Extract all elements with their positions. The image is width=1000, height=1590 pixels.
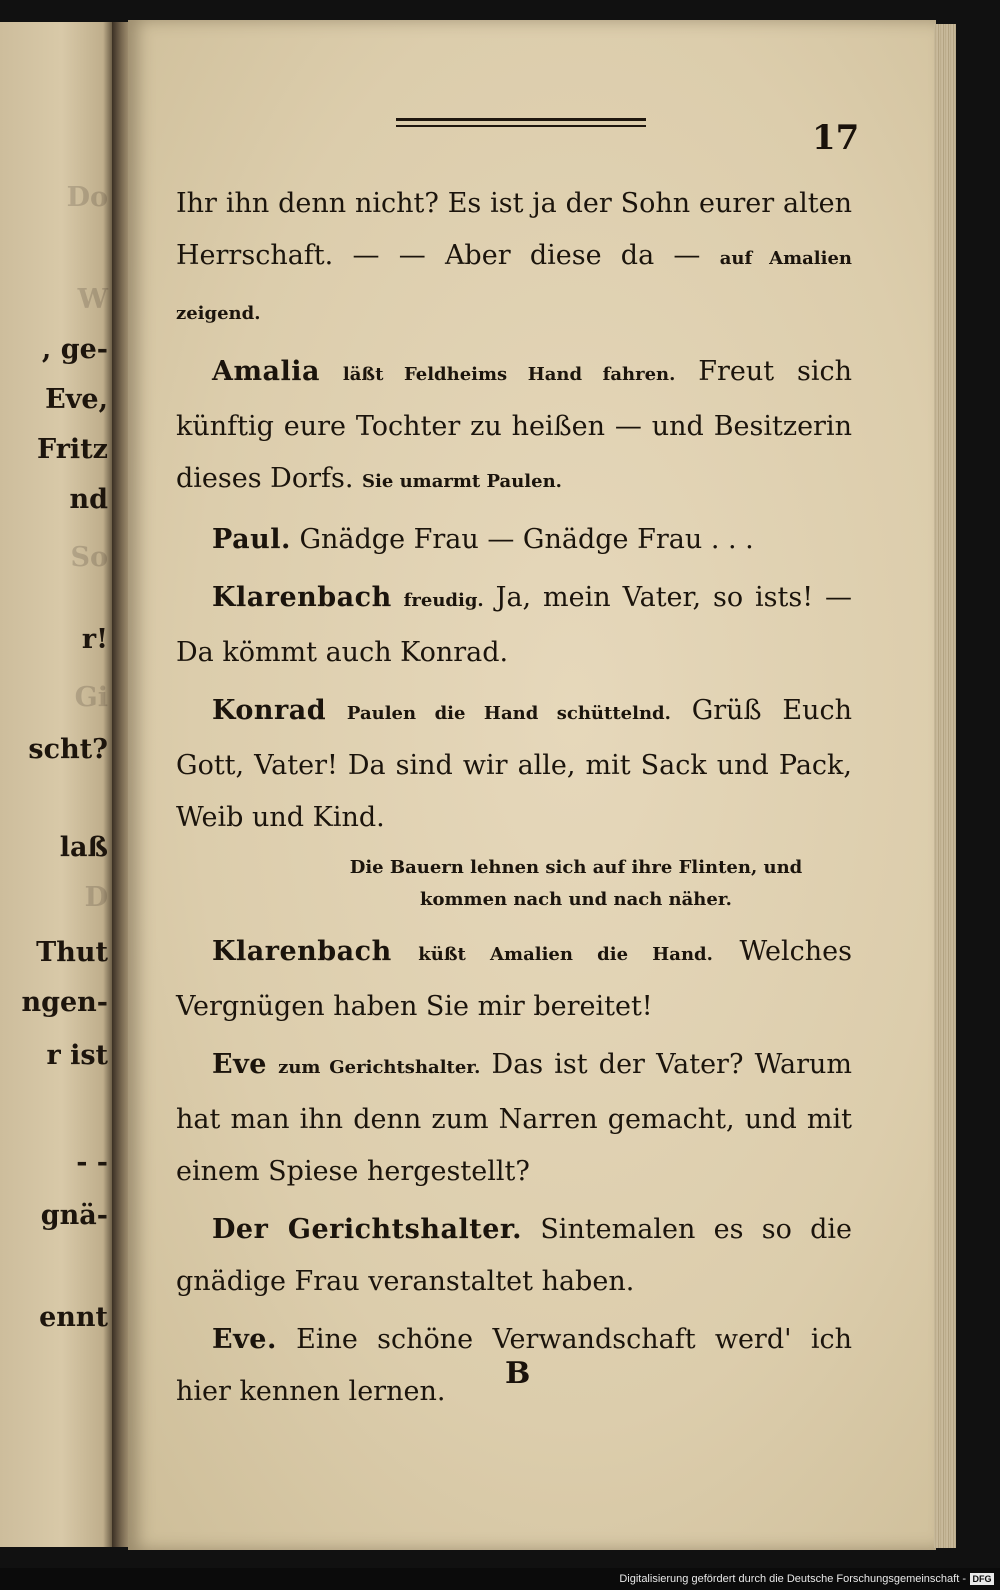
speaker-name: Klarenbach (212, 936, 392, 967)
left-page-fragment: Fritz (37, 434, 108, 465)
page-edge (934, 24, 956, 1548)
left-page-fragment: Eve, (45, 384, 108, 415)
speaker-name: Paul. (212, 524, 291, 555)
paragraph (176, 1204, 852, 1308)
stage-direction-block: Die Bauern lehnen sich auf ihre Flinten, und kommen nach und nach näher. (349, 857, 803, 910)
left-page-fragment: gnä- (40, 1200, 108, 1231)
left-page-fragment: r! (81, 624, 108, 655)
stage-direction: Paulen die Hand schüttelnd. (346, 703, 671, 724)
left-page-fragment: nd (69, 484, 108, 515)
catchword: B (505, 1356, 531, 1391)
stage-direction: läßt Feldheims Hand fahren. (342, 364, 676, 385)
left-page-fragment: scht? (28, 734, 108, 765)
stage-direction: Sie umarmt Paulen. (362, 471, 562, 492)
stage-direction: freudig. (403, 590, 484, 611)
paragraph (176, 514, 852, 566)
dialogue-text: Grüß Euch Gott, Vater! Da sind wir alle, mit Sack und Pack, Weib und Kind. (176, 695, 852, 833)
paragraph (176, 926, 852, 1033)
page-number: 17 (812, 118, 860, 158)
header-rule (396, 118, 646, 131)
left-page: Do W , ge- Eve, Fritz nd So r! Gi scht? laß D Thut ngen- r ist - - gnä- ennt (0, 22, 112, 1547)
dialogue-text: Eine schöne Verwandschaft werd' ich hier kennen lernen. (176, 1324, 852, 1407)
footer-credit: Digitalisierung gefördert durch die Deutsche Forschungsgemeinschaft - (619, 1573, 966, 1585)
left-page-fragment: - - (76, 1147, 108, 1178)
paragraph (176, 346, 852, 508)
left-page-fragment: Thut (36, 937, 108, 968)
left-page-fragment: laß (59, 832, 108, 863)
paragraph (176, 178, 852, 340)
left-page-fragment: ennt (39, 1302, 108, 1333)
dialogue-text: Freut sich künftig eure Tochter zu heißen — und Besitzerin dieses Dorfs. (176, 356, 852, 494)
paragraph (176, 685, 852, 844)
dialogue-text: Ja, mein Vater, so ists! — Da kömmt auch Konrad. (176, 582, 852, 668)
page-text (176, 178, 852, 1424)
speaker-name: Konrad (212, 695, 327, 726)
left-page-fragment: , ge- (41, 334, 108, 365)
dialogue-text: Gnädge Frau — Gnädge Frau . . . (299, 524, 754, 555)
paragraph (176, 1039, 852, 1198)
stage-direction: küßt Amalien die Hand. (418, 944, 713, 965)
speaker-name: Eve (212, 1049, 267, 1080)
dialogue-text: Das ist der Vater? Warum hat man ihn denn zum Narren gemacht, und mit einem Spiese hergestellt? (176, 1049, 852, 1187)
speaker-name: Eve. (212, 1324, 277, 1355)
dialogue-text: Sintemalen es so die gnädige Frau veranstaltet haben. (176, 1214, 852, 1297)
dialogue-text: Ihr ihn denn nicht? Es ist ja der Sohn eurer alten Herrschaft. — — Aber diese da — (176, 188, 852, 271)
speaker-name: Der Gerichtshalter. (212, 1214, 523, 1245)
stage-direction: auf Amalien zeigend. (176, 248, 852, 324)
stage-direction: zum Gerichtshalter. (278, 1057, 481, 1078)
left-page-fragment: r ist (46, 1040, 108, 1071)
paragraph (176, 572, 852, 679)
left-page-fragment: ngen- (21, 987, 108, 1018)
dfg-logo: DFG (970, 1573, 994, 1585)
speaker-name: Amalia (212, 356, 321, 387)
footer-bar (0, 1568, 1000, 1590)
dialogue-text: Welches Vergnügen haben Sie mir bereitet! (176, 936, 852, 1022)
speaker-name: Klarenbach (212, 582, 392, 613)
